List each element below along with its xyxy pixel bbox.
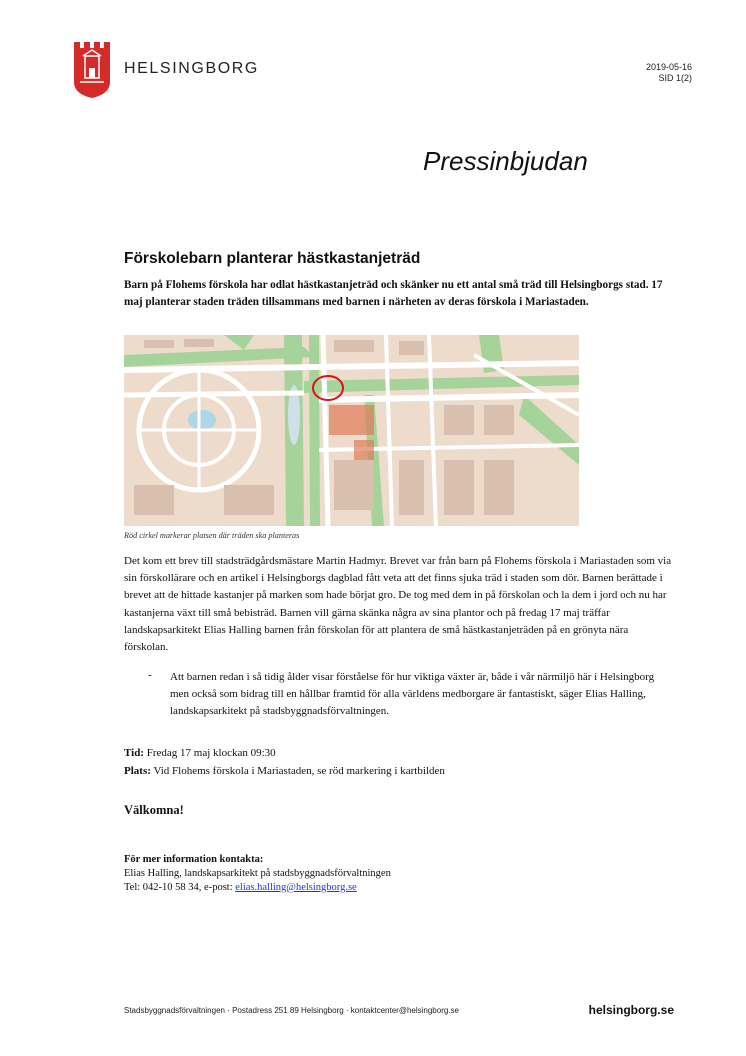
document-meta <box>646 62 692 84</box>
contact-email-link[interactable]: elias.halling@helsingborg.se <box>235 882 357 893</box>
lead-paragraph: Barn på Flohems förskola har odlat hästkastanjeträd och skänker nu ett antal små träd till Helsingborgs stad. 17 maj planterar staden träden tillsammans med barnen i närheten av deras förskola i Mariastaden. <box>124 279 663 308</box>
contact-heading: För mer information kontakta: <box>124 854 264 865</box>
place-label: Plats: <box>124 764 151 777</box>
quote-paragraph: Att barnen redan i så tidig ålder visar förståelse för hur viktiga växter är, både i vår närmiljö här i Helsingborg men också som bidrag till en hållbar framtid för alla världens medborgare är fantastiskt, säger Elias Halling, landskapsarkitekt på stadsbyggnadsförvaltningen. <box>170 671 655 718</box>
contact-block <box>124 853 391 895</box>
footer-site: helsingborg.se <box>588 1003 674 1017</box>
helsingborg-crown-logo <box>74 42 110 98</box>
event-details <box>124 745 445 780</box>
quote-dash: - <box>148 669 152 681</box>
time-label: Tid: <box>124 747 144 759</box>
event-place <box>124 763 445 781</box>
map-graphic <box>124 335 579 526</box>
document-type: Pressinbjudan <box>423 146 588 176</box>
time-value: Fredag 17 maj klockan 09:30 <box>143 747 276 759</box>
location-map <box>124 335 579 526</box>
map-caption: Röd cirkel markerar platsen där träden ska planteras <box>124 531 300 540</box>
page-number: SID 1(2) <box>658 73 692 83</box>
contact-name: Elias Halling, landskapsarkitekt på stadsbyggnadsförvaltningen <box>124 868 391 879</box>
footer-address: Stadsbyggnadsförvaltningen · Postadress 251 89 Helsingborg · kontaktcenter@helsingborg.se <box>124 1006 459 1015</box>
document-date: 2019-05-16 <box>645 62 692 72</box>
body-paragraph: Det kom ett brev till stadsträdgårdsmästare Martin Hadmyr. Brevet var från barn på Flohems förskola i Mariastaden som via sin förskollärare och en artikel i Helsingborgs dagblad fått veta att det finns sjuka träd i staden som dör. Barnen berättade i brevet att de hittade kastanjer på marken som hade börjat gro. De tog med dem in på förskolan och la dem i jord och nu har kastanjerna växt till små bebisträd. Barnen vill gärna skänka några av sina plantor och på fredag 17 maj träffar landskapsarkitekt Elias Halling barnen från förskolan för att plantera de små hästkastanjeträden på en grönyta nära förskolan. <box>124 555 672 654</box>
brand-name: HELSINGBORG <box>124 60 259 77</box>
contact-line <box>124 881 391 895</box>
welcome-text: Välkomna! <box>124 803 184 817</box>
headline: Förskolebarn planterar hästkastanjeträd <box>124 250 421 267</box>
contact-tel: Tel: 042-10 58 34, e-post: <box>124 882 236 893</box>
event-time <box>124 745 445 763</box>
place-value: Vid Flohems förskola i Mariastaden, se röd markering i kartbilden <box>150 764 445 777</box>
